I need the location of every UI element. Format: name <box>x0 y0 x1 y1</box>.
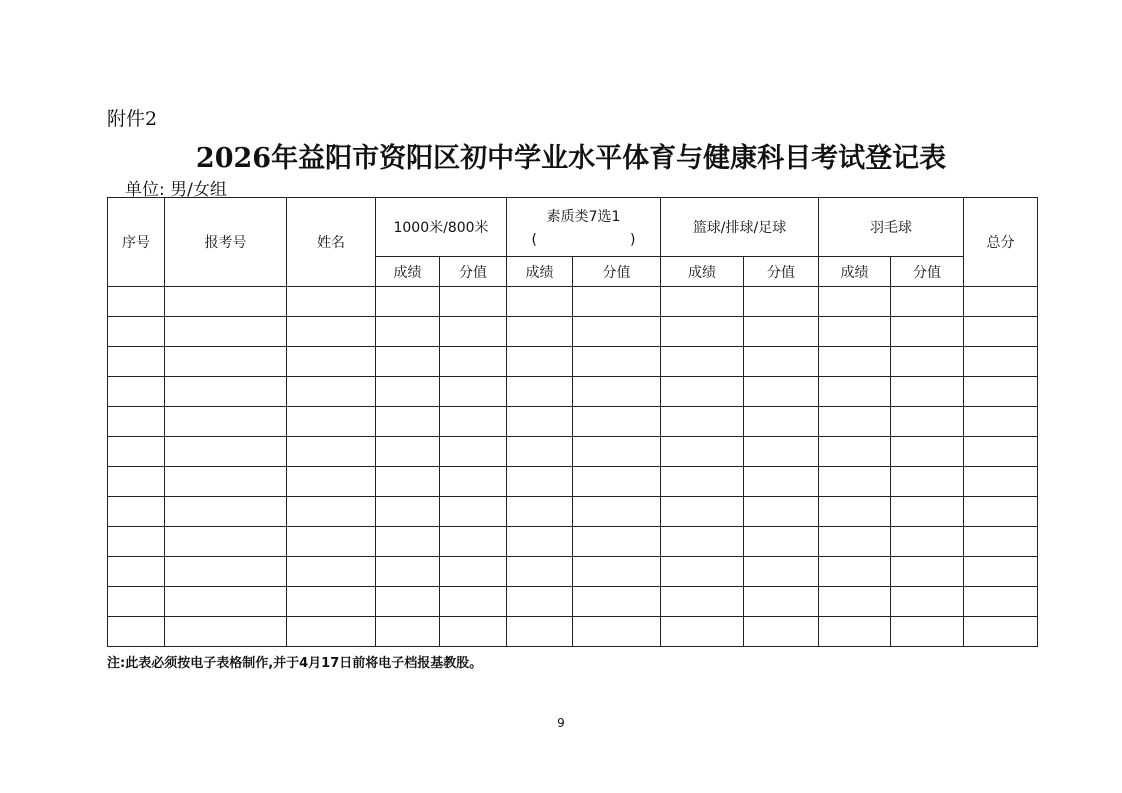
table-cell[interactable] <box>819 347 891 377</box>
table-cell[interactable] <box>744 317 819 347</box>
table-cell[interactable] <box>891 617 964 647</box>
table-cell[interactable] <box>964 527 1038 557</box>
table-cell[interactable] <box>376 407 440 437</box>
table-cell[interactable] <box>819 587 891 617</box>
header-run: 1000米/800米 <box>376 198 507 257</box>
table-cell[interactable] <box>573 377 661 407</box>
table-cell[interactable] <box>376 317 440 347</box>
table-row <box>108 467 1038 497</box>
table-cell[interactable] <box>744 497 819 527</box>
table-cell[interactable] <box>507 317 573 347</box>
table-cell[interactable] <box>891 347 964 377</box>
table-cell[interactable] <box>376 557 440 587</box>
table-cell[interactable] <box>661 287 744 317</box>
table-cell[interactable] <box>440 347 507 377</box>
table-cell[interactable] <box>287 347 376 377</box>
table-cell[interactable] <box>964 617 1038 647</box>
table-cell[interactable] <box>165 497 287 527</box>
table-cell[interactable] <box>440 527 507 557</box>
header-run-points: 分值 <box>440 257 507 287</box>
table-cell[interactable] <box>573 347 661 377</box>
table-cell[interactable] <box>964 377 1038 407</box>
table-cell[interactable] <box>165 467 287 497</box>
table-row <box>108 557 1038 587</box>
table-cell[interactable] <box>661 617 744 647</box>
table-cell[interactable] <box>964 347 1038 377</box>
table-cell[interactable] <box>440 497 507 527</box>
table-cell[interactable] <box>819 527 891 557</box>
table-cell[interactable] <box>744 617 819 647</box>
table-cell[interactable] <box>165 287 287 317</box>
table-cell[interactable] <box>661 377 744 407</box>
table-cell[interactable] <box>507 407 573 437</box>
table-cell[interactable] <box>964 497 1038 527</box>
table-cell[interactable] <box>891 557 964 587</box>
table-cell[interactable] <box>891 407 964 437</box>
unit-label: 单位: 男/女组 <box>125 180 227 200</box>
table-cell[interactable] <box>891 437 964 467</box>
table-cell[interactable] <box>964 407 1038 437</box>
table-cell[interactable] <box>891 287 964 317</box>
table-cell[interactable] <box>661 407 744 437</box>
table-cell[interactable] <box>287 437 376 467</box>
table-cell[interactable] <box>573 527 661 557</box>
table-row <box>108 617 1038 647</box>
header-name: 姓名 <box>287 198 376 287</box>
page-number: 9 <box>557 716 565 730</box>
table-cell[interactable] <box>440 407 507 437</box>
table-row <box>108 587 1038 617</box>
table-cell[interactable] <box>165 347 287 377</box>
table-cell[interactable] <box>744 467 819 497</box>
table-cell[interactable] <box>661 587 744 617</box>
table-cell[interactable] <box>819 497 891 527</box>
table-row <box>108 497 1038 527</box>
table-cell[interactable] <box>440 377 507 407</box>
table-row <box>108 527 1038 557</box>
table-cell[interactable] <box>376 587 440 617</box>
table-cell[interactable] <box>165 527 287 557</box>
table-cell[interactable] <box>744 557 819 587</box>
header-ball: 篮球/排球/足球 <box>661 198 819 257</box>
table-cell[interactable] <box>819 407 891 437</box>
table-cell[interactable] <box>819 317 891 347</box>
footnote: 注:此表必须按电子表格制作,并于4月17日前将电子档报基教股。 <box>107 656 483 671</box>
table-cell[interactable] <box>507 377 573 407</box>
table-cell[interactable] <box>661 527 744 557</box>
table-cell[interactable] <box>287 467 376 497</box>
table-cell[interactable] <box>891 377 964 407</box>
table-body <box>108 287 1038 647</box>
table-cell[interactable] <box>891 317 964 347</box>
table-cell[interactable] <box>744 347 819 377</box>
table-cell[interactable] <box>376 377 440 407</box>
table-cell[interactable] <box>440 557 507 587</box>
table-cell[interactable] <box>661 347 744 377</box>
page-title: 2026年益阳市资阳区初中学业水平体育与健康科目考试登记表 <box>195 143 947 174</box>
table-cell[interactable] <box>819 377 891 407</box>
table-cell[interactable] <box>661 557 744 587</box>
header-quality-score: 成绩 <box>507 257 573 287</box>
table-cell[interactable] <box>440 467 507 497</box>
table-cell[interactable] <box>573 407 661 437</box>
table-cell[interactable] <box>165 587 287 617</box>
table-cell[interactable] <box>573 557 661 587</box>
table-cell[interactable] <box>661 437 744 467</box>
table-cell[interactable] <box>819 437 891 467</box>
table-cell[interactable] <box>108 347 165 377</box>
table-cell[interactable] <box>440 617 507 647</box>
table-cell[interactable] <box>891 467 964 497</box>
table-cell[interactable] <box>891 527 964 557</box>
table-cell[interactable] <box>507 557 573 587</box>
paren-open: ( <box>531 232 537 248</box>
header-badminton: 羽毛球 <box>819 198 964 257</box>
header-quality-title: 素质类7选1 <box>546 209 621 225</box>
table-cell[interactable] <box>507 287 573 317</box>
header-ball-points: 分值 <box>744 257 819 287</box>
header-exam-number: 报考号 <box>165 198 287 287</box>
table-cell[interactable] <box>287 317 376 347</box>
quality-choice-blank <box>532 232 636 248</box>
header-badminton-score: 成绩 <box>819 257 891 287</box>
table-cell[interactable] <box>376 617 440 647</box>
table-cell[interactable] <box>573 467 661 497</box>
header-total: 总分 <box>964 198 1038 287</box>
table-cell[interactable] <box>108 287 165 317</box>
table-cell[interactable] <box>661 467 744 497</box>
table-cell[interactable] <box>819 467 891 497</box>
header-badminton-points: 分值 <box>891 257 964 287</box>
paren-close: ) <box>630 232 636 248</box>
table-cell[interactable] <box>108 317 165 347</box>
attachment-label: 附件2 <box>107 108 158 130</box>
table-cell[interactable] <box>165 437 287 467</box>
table-cell[interactable] <box>573 437 661 467</box>
table-cell[interactable] <box>573 617 661 647</box>
table-cell[interactable] <box>287 497 376 527</box>
table-cell[interactable] <box>964 587 1038 617</box>
table-cell[interactable] <box>507 347 573 377</box>
table-cell[interactable] <box>108 617 165 647</box>
table-cell[interactable] <box>744 287 819 317</box>
table-cell[interactable] <box>507 527 573 557</box>
table-cell[interactable] <box>165 317 287 347</box>
table-cell[interactable] <box>573 497 661 527</box>
table-cell[interactable] <box>376 497 440 527</box>
header-quality <box>507 198 661 257</box>
table-cell[interactable] <box>507 467 573 497</box>
table-cell[interactable] <box>376 467 440 497</box>
table-cell[interactable] <box>819 617 891 647</box>
table-cell[interactable] <box>573 287 661 317</box>
registration-table <box>107 197 1038 647</box>
table-cell[interactable] <box>108 407 165 437</box>
table-cell[interactable] <box>287 587 376 617</box>
header-quality-points: 分值 <box>573 257 661 287</box>
table-cell[interactable] <box>440 587 507 617</box>
table-cell[interactable] <box>891 497 964 527</box>
table-cell[interactable] <box>964 557 1038 587</box>
table-cell[interactable] <box>165 557 287 587</box>
table-cell[interactable] <box>573 587 661 617</box>
table-row <box>108 377 1038 407</box>
table-cell[interactable] <box>819 287 891 317</box>
table-row <box>108 347 1038 377</box>
table-cell[interactable] <box>287 617 376 647</box>
table-cell[interactable] <box>661 317 744 347</box>
table-cell[interactable] <box>108 377 165 407</box>
table-cell[interactable] <box>440 317 507 347</box>
table-cell[interactable] <box>108 467 165 497</box>
table-cell[interactable] <box>108 557 165 587</box>
table-row <box>108 287 1038 317</box>
table-cell[interactable] <box>661 497 744 527</box>
table-cell[interactable] <box>376 347 440 377</box>
table-cell[interactable] <box>165 407 287 437</box>
header-serial: 序号 <box>108 198 165 287</box>
table-cell[interactable] <box>108 437 165 467</box>
table-cell[interactable] <box>507 497 573 527</box>
table-cell[interactable] <box>440 287 507 317</box>
table-cell[interactable] <box>964 317 1038 347</box>
table-cell[interactable] <box>744 527 819 557</box>
table-row <box>108 317 1038 347</box>
table-cell[interactable] <box>287 557 376 587</box>
table-cell[interactable] <box>507 437 573 467</box>
table-cell[interactable] <box>744 437 819 467</box>
table-cell[interactable] <box>376 287 440 317</box>
table-cell[interactable] <box>744 407 819 437</box>
table-cell[interactable] <box>287 407 376 437</box>
table-row <box>108 437 1038 467</box>
table-cell[interactable] <box>287 527 376 557</box>
table-cell[interactable] <box>287 377 376 407</box>
table-cell[interactable] <box>573 317 661 347</box>
table-cell[interactable] <box>108 527 165 557</box>
table-cell[interactable] <box>165 617 287 647</box>
header-run-score: 成绩 <box>376 257 440 287</box>
table-cell[interactable] <box>507 617 573 647</box>
table-cell[interactable] <box>819 557 891 587</box>
table-cell[interactable] <box>744 377 819 407</box>
table-cell[interactable] <box>108 497 165 527</box>
table-row <box>108 407 1038 437</box>
header-ball-score: 成绩 <box>661 257 744 287</box>
table-cell[interactable] <box>891 587 964 617</box>
table-cell[interactable] <box>964 437 1038 467</box>
table-cell[interactable] <box>108 587 165 617</box>
table-cell[interactable] <box>376 527 440 557</box>
table-cell[interactable] <box>744 587 819 617</box>
table-cell[interactable] <box>440 437 507 467</box>
table-cell[interactable] <box>376 437 440 467</box>
table-cell[interactable] <box>165 377 287 407</box>
table-cell[interactable] <box>964 287 1038 317</box>
table-cell[interactable] <box>964 467 1038 497</box>
table-cell[interactable] <box>507 587 573 617</box>
table-cell[interactable] <box>287 287 376 317</box>
